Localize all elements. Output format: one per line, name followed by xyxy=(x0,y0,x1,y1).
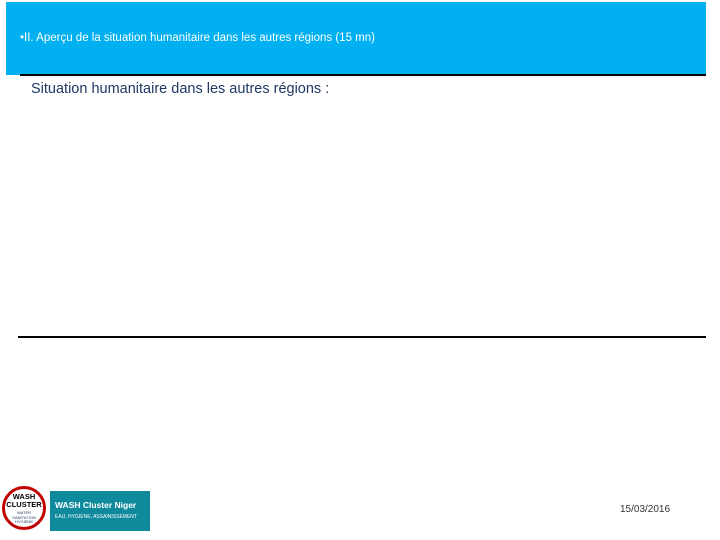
emblem-sub2: SANITATION xyxy=(12,514,36,520)
logo-banner xyxy=(50,491,150,531)
header-bar xyxy=(6,2,706,75)
emblem-sub3: HYGIENE xyxy=(14,519,33,524)
header-title: •II. Aperçu de la situation humanitaire dans les autres régions (15 mn) xyxy=(20,32,375,44)
slide-date: 15/03/2016 xyxy=(620,504,671,515)
emblem-line1: WASH xyxy=(12,492,36,501)
section-subtitle: Situation humanitaire dans les autres régions : xyxy=(31,81,330,97)
logo-tagline: EAU, HYGIENE, ASSAINISSEMENT xyxy=(55,514,137,520)
bottom-divider xyxy=(18,336,706,338)
emblem-sub1: WATER xyxy=(17,510,31,515)
top-divider xyxy=(20,74,706,76)
wash-cluster-logo xyxy=(2,486,152,534)
emblem-line2: CLUSTER xyxy=(6,500,42,509)
logo-name: WASH Cluster Niger xyxy=(55,500,137,510)
wash-cluster-emblem xyxy=(2,486,46,530)
